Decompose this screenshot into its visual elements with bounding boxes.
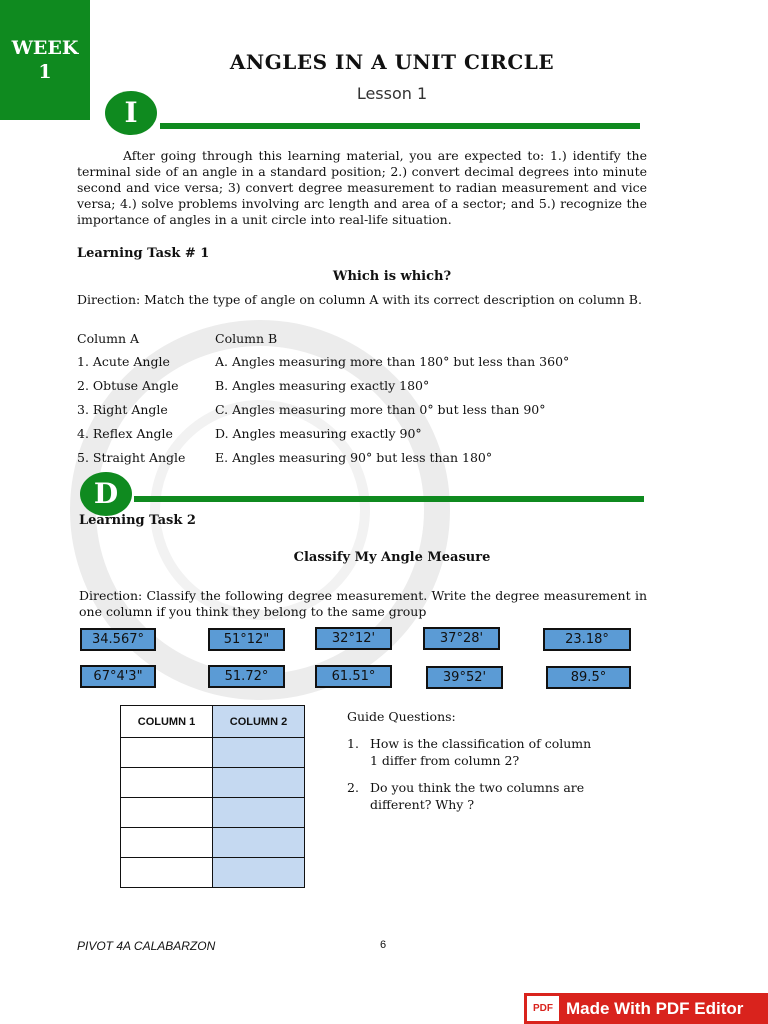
table-cell[interactable] <box>213 768 305 798</box>
measure-box: 89.5° <box>546 666 631 689</box>
table-header-row <box>121 706 305 738</box>
task1-label: Learning Task # 1 <box>77 246 210 261</box>
table-cell[interactable] <box>121 738 213 768</box>
guide-questions-title: Guide Questions: <box>347 709 456 724</box>
column-a-header: Column A <box>77 331 140 346</box>
footer-label: PIVOT 4A CALABARZON <box>77 939 216 953</box>
table-cell[interactable] <box>121 858 213 888</box>
column-b-item: B. Angles measuring exactly 180° <box>215 378 430 393</box>
section-d-badge: D <box>80 472 132 516</box>
pdf-editor-text: Made With PDF Editor <box>566 998 744 1018</box>
guide-question-number: 2. <box>347 780 359 795</box>
table-cell[interactable] <box>121 798 213 828</box>
measure-box: 34.567° <box>80 628 156 651</box>
measure-box: 61.51° <box>315 665 392 688</box>
section-i-divider <box>160 123 640 129</box>
task2-subtitle: Classify My Angle Measure <box>293 550 491 565</box>
column-b-item: C. Angles measuring more than 0° but less than 90° <box>215 402 546 417</box>
page-number: 6 <box>380 939 387 951</box>
table-cell[interactable] <box>121 768 213 798</box>
measure-box: 51.72° <box>208 665 285 688</box>
lesson-label: Lesson 1 <box>356 84 428 103</box>
intro-paragraph <box>77 148 647 228</box>
measure-box: 23.18° <box>543 628 631 651</box>
column-1-header: COLUMN 1 <box>121 706 213 738</box>
guide-question-text: Do you think the two columns are different? Why ? <box>370 780 585 812</box>
measure-box: 67°4'3" <box>80 665 156 688</box>
section-i-badge: I <box>105 91 157 135</box>
column-b-item: E. Angles measuring 90° but less than 180° <box>215 450 493 465</box>
classification-table <box>120 705 305 888</box>
measure-box: 51°12" <box>208 628 285 651</box>
task2-direction: Direction: Classify the following degree measurement. Write the degree measurement in one column if you think they belong to the same group <box>79 588 647 619</box>
guide-question <box>347 779 597 813</box>
intro-text: After going through this learning material, you are expected to: 1.) identify the terminal side of an angle in a standard position; 2.) convert decimal degrees into minute second and vice versa; 3) convert degree measurement to radian measurement and vice versa; 4.) solve problems involving arc length and area of a sector; and 5.) recognize the importance of angles in a unit circle into real-life situation. <box>77 148 647 227</box>
column-b-item: D. Angles measuring exactly 90° <box>215 426 422 441</box>
task1-subtitle: Which is which? <box>332 269 452 284</box>
guide-question <box>347 735 597 769</box>
measure-box: 32°12' <box>315 627 392 650</box>
column-a-item: 2. Obtuse Angle <box>77 378 179 393</box>
pdf-editor-badge[interactable] <box>524 993 768 1024</box>
table-row <box>121 858 305 888</box>
column-b-header: Column B <box>215 331 278 346</box>
table-row <box>121 798 305 828</box>
column-2-header: COLUMN 2 <box>213 706 305 738</box>
week-number: 1 <box>38 61 52 83</box>
week-label: WEEK <box>11 37 79 59</box>
measure-box: 37°28' <box>423 627 500 650</box>
task1-direction: Direction: Match the type of angle on column A with its correct description on column B. <box>77 292 642 307</box>
guide-question-text: How is the classification of column 1 differ from column 2? <box>370 736 592 768</box>
column-a-item: 3. Right Angle <box>77 402 168 417</box>
guide-question-number: 1. <box>347 736 359 751</box>
task2-label: Learning Task 2 <box>79 513 196 528</box>
column-b-item: A. Angles measuring more than 180° but less than 360° <box>215 354 570 369</box>
table-row <box>121 738 305 768</box>
pdf-icon: PDF <box>526 995 560 1022</box>
section-d-divider <box>134 496 644 502</box>
table-cell[interactable] <box>213 738 305 768</box>
table-cell[interactable] <box>121 828 213 858</box>
table-cell[interactable] <box>213 798 305 828</box>
column-a-item: 1. Acute Angle <box>77 354 170 369</box>
page-title: ANGLES IN A UNIT CIRCLE <box>229 50 555 74</box>
measure-box: 39°52' <box>426 666 503 689</box>
table-row <box>121 828 305 858</box>
week-badge <box>0 0 90 120</box>
column-a-item: 4. Reflex Angle <box>77 426 173 441</box>
table-row <box>121 768 305 798</box>
table-cell[interactable] <box>213 858 305 888</box>
column-a-item: 5. Straight Angle <box>77 450 186 465</box>
table-cell[interactable] <box>213 828 305 858</box>
